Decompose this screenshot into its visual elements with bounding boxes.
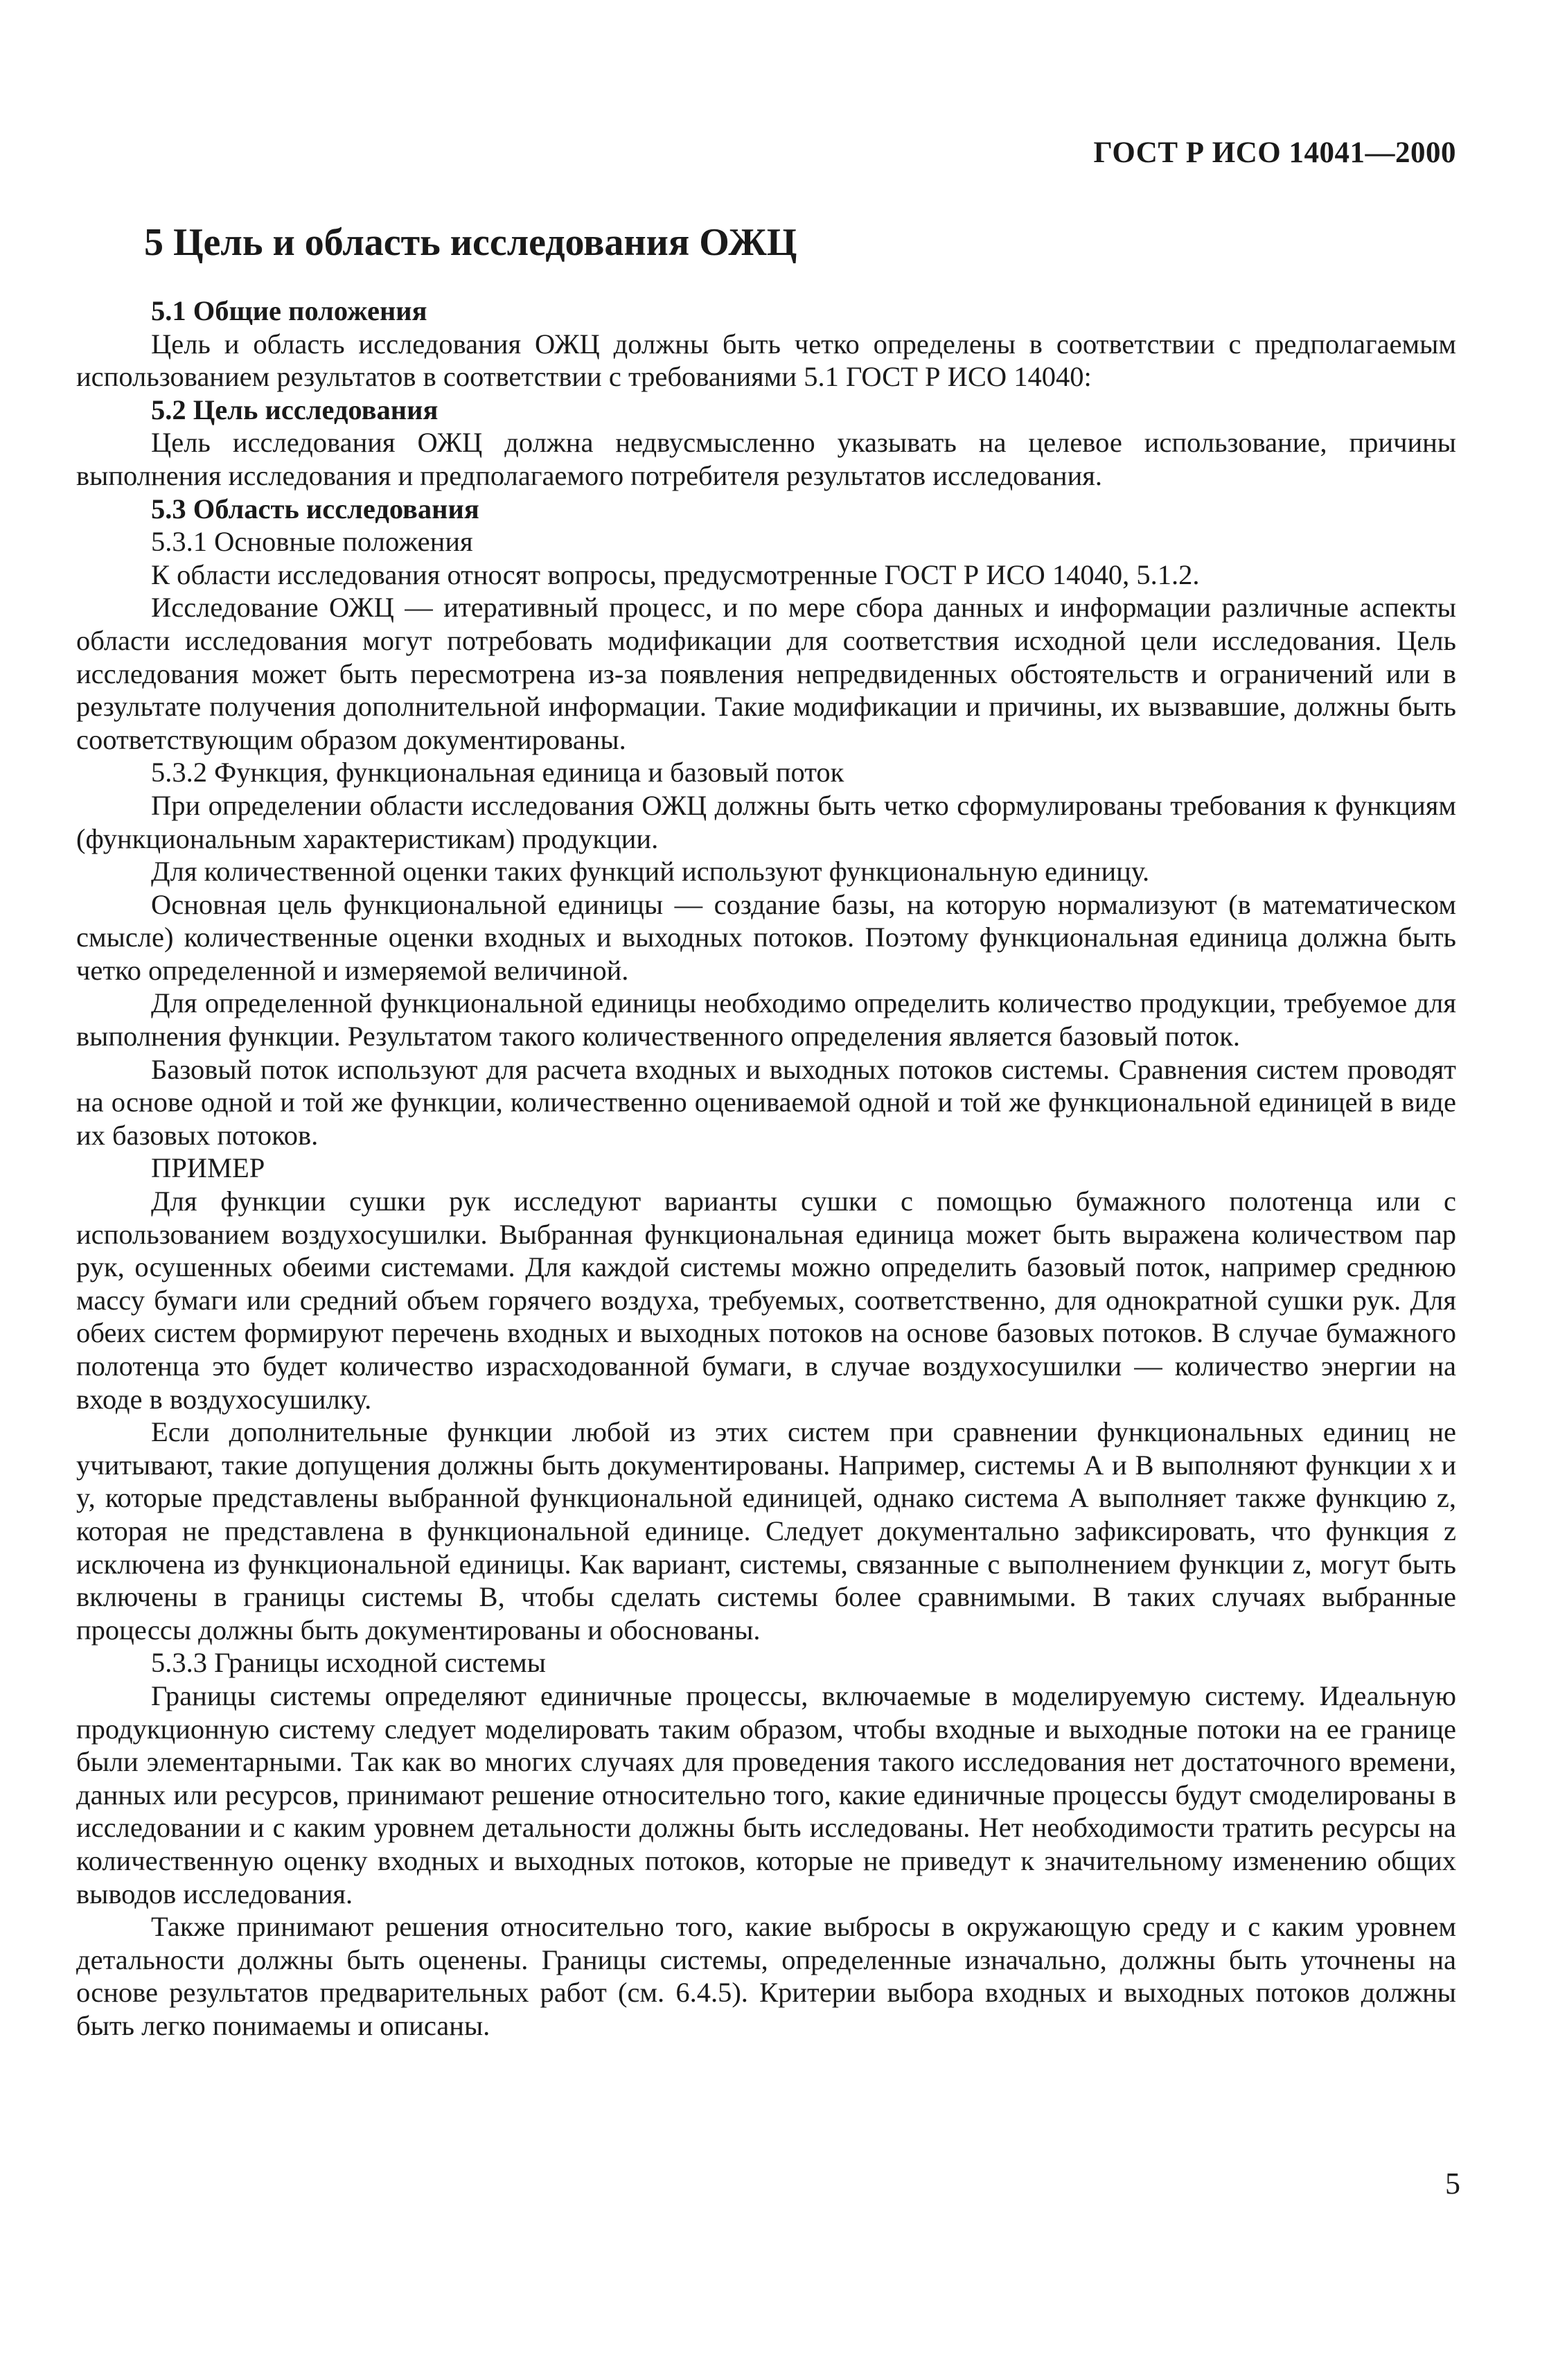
paragraph: Для определенной функциональной единицы необходимо определить количество продукции, требуемое для выполнения функции. Результатом такого количественного определения является базовый поток. [76, 987, 1456, 1052]
document-body [76, 294, 1456, 2042]
standard-code: ГОСТ Р ИСО 14041—2000 [1093, 136, 1456, 169]
heading-5-3: 5.3 Область исследования [151, 493, 479, 525]
paragraph: К области исследования относят вопросы, предусмотренные ГОСТ Р ИСО 14040, 5.1.2. [151, 558, 1200, 590]
example-label: ПРИМЕР [151, 1152, 265, 1184]
paragraph: При определении области исследования ОЖЦ должны быть четко сформулированы требования к функциям (функциональным характеристикам) продукции. [76, 789, 1456, 854]
paragraph: Также принимают решения относительно того, какие выбросы в окружающую среду и с каким уровнем детальности должны быть оценены. Границы системы, определенные изначально, должны быть уточнены на основе результатов предварительных работ (см. 6.4.5). Критерии выбора входных и выходных потоков должны быть легко понимаемы и описаны. [76, 1911, 1456, 2041]
heading-5-3-3: 5.3.3 Границы исходной системы [151, 1647, 546, 1679]
paragraph: Основная цель функциональной единицы — создание базы, на которую нормализуют (в математическом смысле) количественные оценки входных и выходных потоков. Поэтому функциональная единица должна быть четко определенной и измеряемой величиной. [76, 888, 1456, 986]
page-number: 5 [1445, 2167, 1460, 2201]
section-title: 5 Цель и область исследования ОЖЦ [144, 221, 797, 264]
paragraph: Исследование ОЖЦ — итеративный процесс, и по мере сбора данных и информации различные аспекты области исследования могут потребовать модификации для соответствия исходной цели исследования. Цель исследования может быть пересмотрена из-за появления непредвиденных обстоятельств и ограничений или в результате получения дополнительной информации. Такие модификации и причины, их вызвавшие, должны быть соответствующим образом документированы. [76, 592, 1456, 755]
heading-5-3-1: 5.3.1 Основные положения [151, 526, 473, 558]
paragraph: Для количественной оценки таких функций используют функциональную единицу. [151, 856, 1150, 888]
heading-5-1: 5.1 Общие положения [151, 295, 427, 326]
paragraph: Если дополнительные функции любой из этих систем при сравнении функциональных единиц не учитывают, такие допущения должны быть документированы. Например, системы А и В выполняют функции x и y, которые представлены выбранной функциональной единицей, однако система А выполняет также функцию z, которая не представлена в функциональной единице. Следует документально зафиксировать, что функция z исключена из функциональной единицы. Как вариант, системы, связанные с выполнением функции z, могут быть включены в границы системы В, чтобы сделать системы более сравнимыми. В таких случаях выбранные процессы должны быть документированы и обоснованы. [76, 1416, 1456, 1646]
example-paragraph: Для функции сушки рук исследуют варианты сушки с помощью бумажного полотенца или с использованием воздухосушилки. Выбранная функциональная единица может быть выражена количеством пар рук, осушенных обеими системами. Для каждой системы можно определить базовый поток, например среднюю массу бумаги или средний объем горячего воздуха, требуемых, соответственно, для однократной сушки рук. Для обеих систем формируют перечень входных и выходных потоков на основе базовых потоков. В случае бумажного полотенца это будет количество израсходованной бумаги, в случае воздухосушилки — количество энергии на входе в воздухосушилку. [76, 1185, 1456, 1415]
paragraph: Базовый поток используют для расчета входных и выходных потоков системы. Сравнения систем проводят на основе одной и той же функции, количественно оцениваемой одной и той же функциональной единицей в виде их базовых потоков. [76, 1053, 1456, 1151]
paragraph: Границы системы определяют единичные процессы, включаемые в моделируемую систему. Идеальную продукционную систему следует моделировать таким образом, чтобы входные и выходные потоки на ее границе были элементарными. Так как во многих случаях для проведения такого исследования нет достаточного времени, данных или ресурсов, принимают решение относительно того, какие единичные процессы будут смоделированы в исследовании и с каким уровнем детальности должны быть исследованы. Нет необходимости тратить ресурсы на количественную оценку входных и выходных потоков, которые не приведут к значительному изменению общих выводов исследования. [76, 1680, 1456, 1910]
paragraph: Цель исследования ОЖЦ должна недвусмысленно указывать на целевое использование, причины выполнения исследования и предполагаемого потребителя результатов исследования. [76, 427, 1456, 491]
heading-5-2: 5.2 Цель исследования [151, 394, 439, 425]
heading-5-3-2: 5.3.2 Функция, функциональная единица и базовый поток [151, 757, 844, 788]
paragraph: Цель и область исследования ОЖЦ должны быть четко определены в соответствии с предполагаемым использованием результатов в соответствии с требованиями 5.1 ГОСТ Р ИСО 14040: [76, 328, 1456, 393]
